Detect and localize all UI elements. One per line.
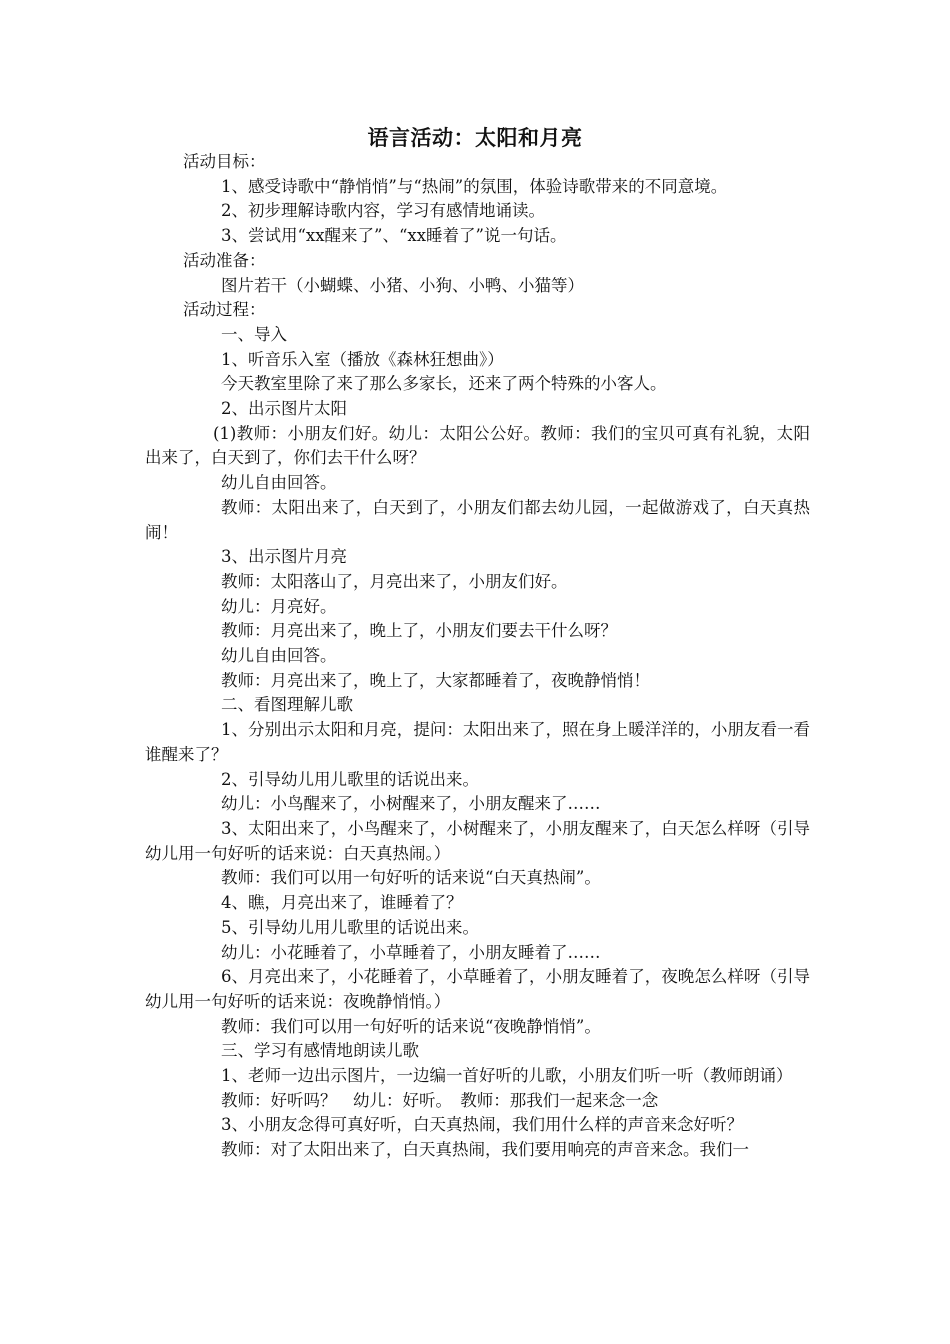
paragraph: 活动目标：	[183, 152, 266, 171]
paragraph: 3、尝试用“xx醒来了”、“xx睡着了”说一句话。	[221, 226, 567, 246]
paragraph: 1、听音乐入室（播放《森林狂想曲》）	[221, 349, 504, 369]
paragraph: 幼儿：月亮好。	[221, 596, 337, 616]
paragraph: 一、导入	[221, 324, 287, 344]
paragraph: (1)教师：小朋友们好。幼儿：太阳公公好。教师：我们的宝贝可真有礼貌，太阳出来了，白天到了，你们去干什么呀？	[145, 423, 810, 468]
paragraph: 教师：太阳落山了，月亮出来了，小朋友们好。	[221, 571, 568, 591]
paragraph: 2、出示图片太阳	[221, 399, 347, 419]
paragraph: 1、老师一边出示图片，一边编一首好听的儿歌，小朋友们听一听（教师朗诵）	[221, 1066, 793, 1086]
paragraph: 6、月亮出来了，小花睡着了，小草睡着了，小朋友睡着了，夜晚怎么样呀（引导幼儿用一句好听的话来说：夜晚静悄悄。）	[145, 967, 810, 1011]
paragraph: 教师：太阳出来了，白天到了，小朋友们都去幼儿园，一起做游戏了，白天真热闹！	[145, 497, 810, 542]
paragraph: 幼儿自由回答。	[221, 646, 337, 666]
paragraph: 活动准备：	[183, 250, 266, 270]
paragraph: 今天教室里除了来了那么多家长，还来了两个特殊的小客人。	[221, 374, 667, 394]
paragraph: 幼儿自由回答。	[221, 473, 337, 493]
paragraph: 幼儿：小花睡着了，小草睡着了，小朋友睡着了……	[221, 942, 601, 962]
paragraph: 教师：对了太阳出来了，白天真热闹，我们要用响亮的声音来念。我们一	[221, 1140, 749, 1160]
paragraph: 2、引导幼儿用儿歌里的话说出来。	[221, 769, 479, 789]
paragraph: 1、感受诗歌中“静悄悄”与“热闹”的氛围，体验诗歌带来的不同意境。	[221, 176, 728, 196]
paragraph: 1、分别出示太阳和月亮，提问：太阳出来了，照在身上暖洋洋的，小朋友看一看谁醒来了？	[145, 720, 810, 764]
paragraph: 3、太阳出来了，小鸟醒来了，小树醒来了，小朋友醒来了，白天怎么样呀（引导幼儿用一句好听的话来说：白天真热闹。）	[145, 818, 810, 863]
paragraph: 图片若干（小蝴蝶、小猪、小狗、小鸭、小猫等）	[221, 275, 584, 295]
paragraph: 2、初步理解诗歌内容，学习有感情地诵读。	[221, 201, 545, 221]
paragraph: 教师：月亮出来了，晚上了，大家都睡着了，夜晚静悄悄！	[221, 670, 650, 690]
paragraph: 4、瞧，月亮出来了，谁睡着了？	[221, 893, 463, 913]
paragraph: 教师：月亮出来了，晚上了，小朋友们要去干什么呀？	[221, 621, 617, 641]
paragraph: 3、出示图片月亮	[221, 547, 347, 567]
paragraph: 活动过程：	[183, 300, 266, 320]
paragraph: 教师：我们可以用一句好听的话来说“白天真热闹”。	[221, 868, 601, 888]
paragraph: 二、看图理解儿歌	[221, 695, 353, 715]
document-body	[145, 150, 810, 1163]
document-title: 语言活动：太阳和月亮	[367, 126, 583, 150]
paragraph: 幼儿：小鸟醒来了，小树醒来了，小朋友醒来了……	[221, 794, 601, 814]
paragraph: 三、学习有感情地朗读儿歌	[221, 1041, 419, 1061]
paragraph: 教师：好听吗？ 幼儿：好听。 教师：那我们一起来念一念	[221, 1090, 659, 1110]
paragraph: 3、小朋友念得可真好听，白天真热闹，我们用什么样的声音来念好听？	[221, 1115, 743, 1135]
paragraph: 5、引导幼儿用儿歌里的话说出来。	[221, 917, 479, 937]
paragraph: 教师：我们可以用一句好听的话来说“夜晚静悄悄”。	[221, 1016, 601, 1036]
